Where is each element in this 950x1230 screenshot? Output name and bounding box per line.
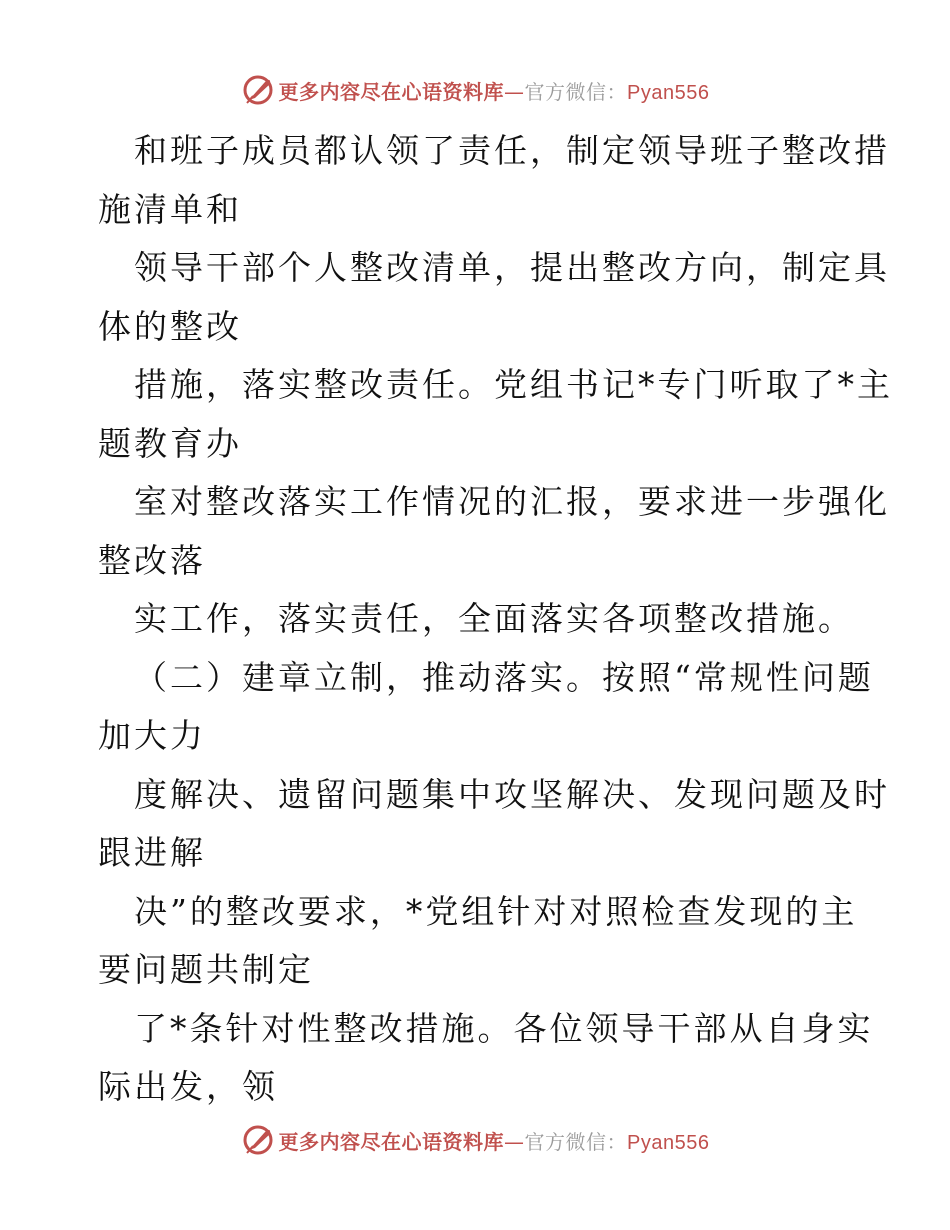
feather-pen-seal-icon xyxy=(241,73,275,107)
banner-sub-text: 官方微信： xyxy=(524,79,628,104)
body-line: 题教育办 xyxy=(98,423,242,463)
banner-dash: — xyxy=(504,1129,525,1154)
banner-wechat-id: Pyan556 xyxy=(627,1131,710,1154)
body-line: 领导干部个人整改清单，提出整改方向，制定具 xyxy=(134,248,890,287)
body-line: 加大力 xyxy=(98,716,206,755)
banner-dash: — xyxy=(504,79,525,104)
body-line: （二）建章立制，推动落实。按照“常规性问题 xyxy=(134,657,874,697)
body-line: 和班子成员都认领了责任，制定领导班子整改措 xyxy=(134,131,890,170)
banner-main-text: 更多内容尽在心语资料库 xyxy=(278,79,505,104)
footer-banner xyxy=(0,1120,950,1160)
body-line: 际出发，领 xyxy=(98,1067,278,1106)
body-line: 室对整改落实工作情况的汇报，要求进一步强化 xyxy=(134,482,890,521)
body-line: 跟进解 xyxy=(98,833,206,872)
body-line: 施清单和 xyxy=(98,189,242,229)
banner-main-text: 更多内容尽在心语资料库 xyxy=(278,1129,505,1154)
feather-pen-seal-icon xyxy=(241,1123,275,1157)
banner-wechat-id: Pyan556 xyxy=(627,81,710,104)
banner-sub-text: 官方微信： xyxy=(524,1129,628,1154)
header-banner xyxy=(0,70,950,110)
body-line: 要问题共制定 xyxy=(98,950,314,989)
body-line: 整改落 xyxy=(98,540,206,580)
body-line: 措施，落实整改责任。党组书记*专门听取了*主 xyxy=(134,365,893,404)
body-line: 决”的整改要求，*党组针对对照检查发现的主 xyxy=(134,891,858,931)
document-body xyxy=(98,122,893,1117)
body-line: 度解决、遗留问题集中攻坚解决、发现问题及时 xyxy=(134,774,890,814)
body-line: 体的整改 xyxy=(98,306,242,346)
body-line: 实工作，落实责任，全面落实各项整改措施。 xyxy=(134,599,854,638)
body-line: 了*条针对性整改措施。各位领导干部从自身实 xyxy=(134,1008,874,1048)
